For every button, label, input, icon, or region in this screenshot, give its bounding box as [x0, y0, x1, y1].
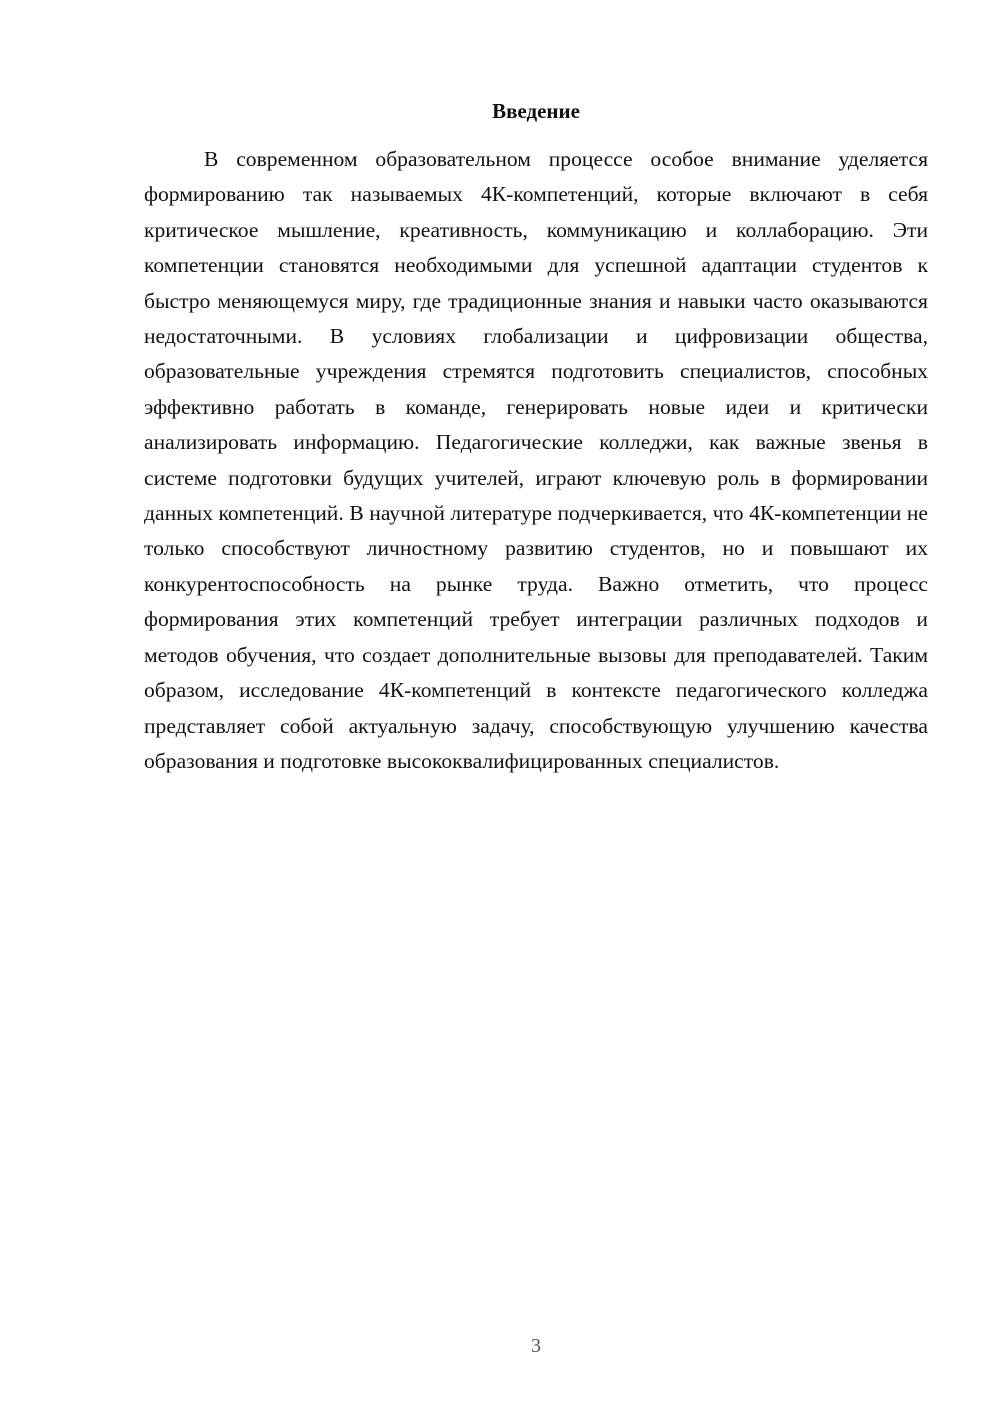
section-heading: Введение	[492, 99, 580, 123]
introduction-paragraph: В современном образовательном процессе особое внимание уделяется формированию так называемых 4К-компетенций, которые включают в себя критическое мышление, креативность, коммуникацию и коллаборацию. Эти компетенции становятся необходимыми для успешной адаптации студентов к быстро меняющемуся миру, где традиционные знания и навыки часто оказываются недостаточными. В условиях глобализации и цифровизации общества, образовательные учреждения стремятся подготовить специалистов, способных эффективно работать в команде, генерировать новые идеи и критически анализировать информацию. Педагогические колледжи, как важные звенья в системе подготовки будущих учителей, играют ключевую роль в формировании данных компетенций. В научной литературе подчеркивается, что 4К-компетенции не только способствуют личностному развитию студентов, но и повышают их конкурентоспособность на рынке труда. Важно отметить, что процесс формирования этих компетенций требует интеграции различных подходов и методов обучения, что создает дополнительные вызовы для преподавателей. Таким образом, исследование 4К-компетенций в контексте педагогического колледжа представляет собой актуальную задачу, способствующую улучшению качества образования и подготовке высококвалифицированных специалистов.	[144, 147, 928, 773]
page-number: 3	[531, 1335, 541, 1357]
